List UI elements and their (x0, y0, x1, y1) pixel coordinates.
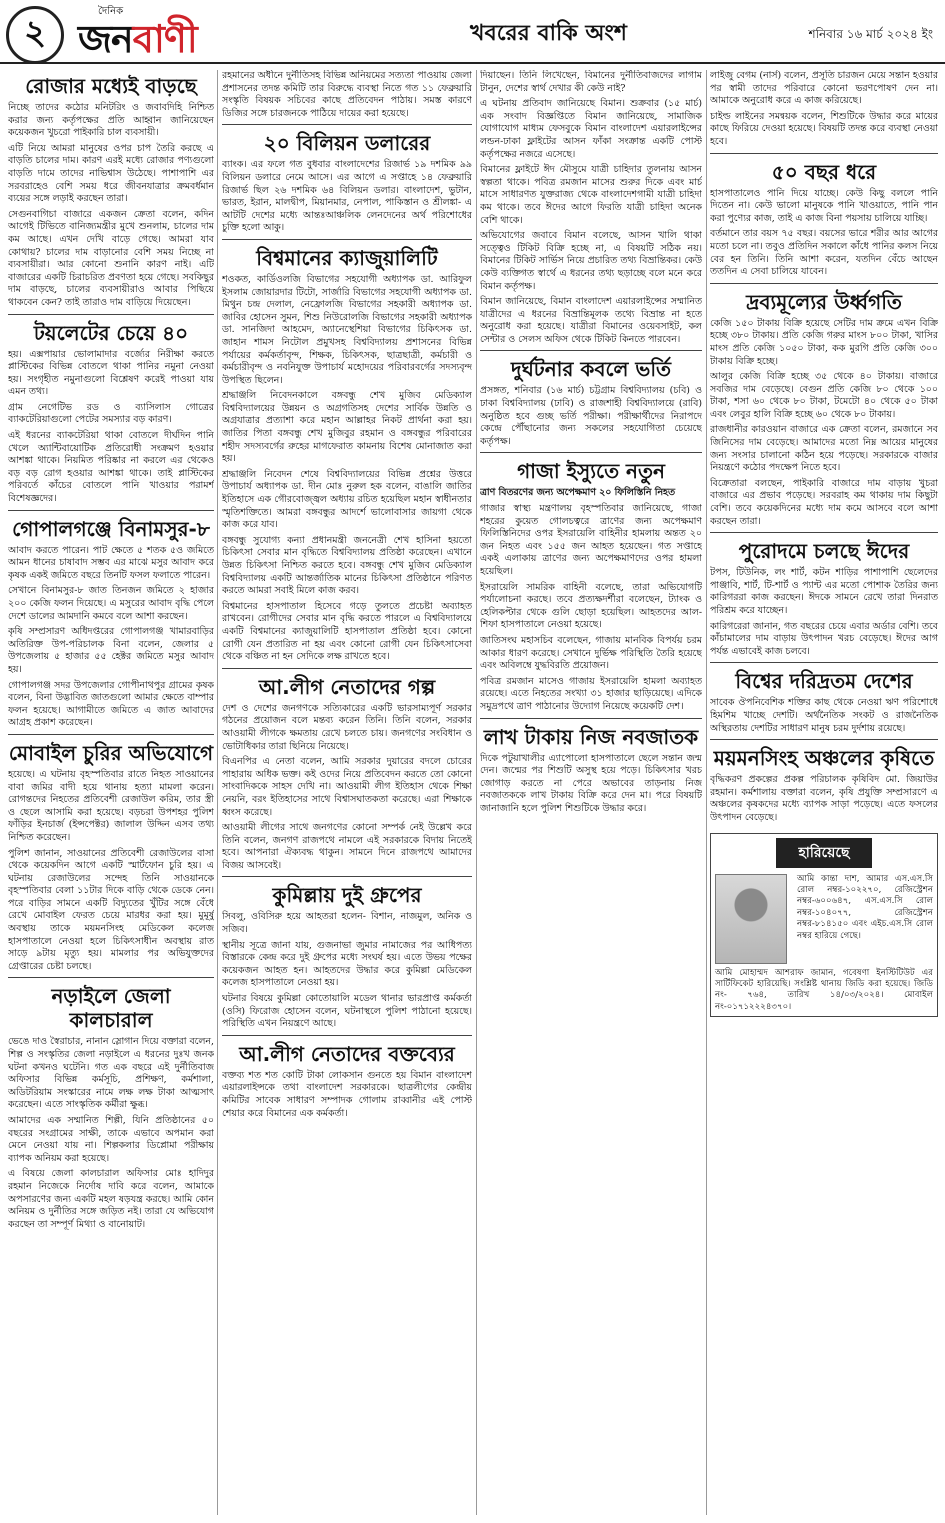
headline: লাখ টাকায় নিজ নবজাতক (480, 718, 702, 749)
article-paragraph: গ্রাম নেগেটিভ রড ও ব্যাসিলাস গোত্রের ব্যাকটেরিয়াগুলো পেটের সমস্যার বড় কারণ। (8, 401, 214, 426)
article-paragraph: আওয়ামী লীগের সাথে জনগণের কোনো সম্পর্ক নেই উল্লেখ করে তিনি বলেন, জনগণ রাজপথে নামলে এই সরকারকে বিদায় নিতেই হবে। আপনারা ঐক্যবদ্ধ থাকুন। সামনে দিনে রাজপথে আমাদের বিজয় আসবেই। (222, 822, 472, 871)
article-paragraph: এ বিষয়ে জেলা কালচারাল অফিসার মোঃ হাদিদুর রহমান নিজেকে নির্দোষ দাবি করে বলেন, আমাকে অপসারণের জন্য একটি মহল ষড়যন্ত্র করছে। আমি কোন অনিয়ম ও দুর্নীতির সঙ্গে জড়িত নই। তারা যে অভিযোগ করছেন তা সম্পূর্ণ মিথ্যা ও বানোয়াট। (8, 1168, 214, 1230)
article-paragraph: ইসরায়েলি সামরিক বাহিনী বলেছে, তারা অভিযোগটি পর্যালোচনা করছে। তবে প্রত্যক্ষদর্শীরা বলেছেন, ট্যাংক ও হেলিকপ্টার থেকে গুলি ছোড়া হয়েছিল। আহতদের আল-শিফা হাসপাতালে নেওয়া হয়েছে। (480, 581, 702, 631)
article-paragraph: জাতিসংঘ মহাসচিব বলেছেন, গাজায় মানবিক বিপর্যয় চরম আকার ধারণ করেছে। সেখানে দুর্ভিক্ষ পরিস্থিতি তৈরি হয়েছে এবং অবিলম্বে যুদ্ধবিরতি প্রয়োজন। (480, 634, 702, 672)
person-photo (715, 874, 787, 964)
article-paragraph: গাজার স্বাস্থ্য মন্ত্রণালয় বৃহস্পতিবার জানিয়েছে, গাজা শহরের কুয়েত গোলচত্বরে ত্রাণের জন্য অপেক্ষমাণ ফিলিস্তিনিদের ওপর ইসরায়েলি বাহিনীর হামলায় অন্তত ২০ জন নিহত এবং ১৫৫ জন আহত হয়েছেন। গত সপ্তাহে একই এলাকায় ত্রাণের জন্য অপেক্ষমাণদের ওপর হামলা হয়েছিল। (480, 503, 702, 577)
logo-wordmark (78, 10, 197, 74)
headline: গোপালগঞ্জে বিনামসুর-৮ (8, 510, 214, 541)
lost-notice-text: আমি মোহাম্মদ আশরাফ জামান, গবেষণা ইনস্টিটিউট এর সার্টিফিকেট হারিয়েছি। সংশ্লিষ্ট থানায় জিডি করা হয়েছে। জিডি নং- ৭৬৪, তারিখ ১৪/০৩/২০২৪। মোবাইল নং-০১৭১২২২৪৩৭০। (715, 967, 933, 1012)
article-paragraph: বিমান জানিয়েছে, বিমান বাংলাদেশ এয়ারলাইন্সের সম্মানিত যাত্রীদের এ ধরনের বিভ্রান্তিমূলক তথ্যে বিভ্রান্ত না হতে অনুরোধ করা হয়েছে। যাত্রীরা বিমানের ওয়েবসাইট, কল সেন্টার ও সেলস অফিস থেকে টিকিট কিনতে পারবেন। (480, 296, 702, 345)
article-paragraph: বিমানের ফ্লাইটে ঈদ মৌসুমে যাত্রী চাহিদার তুলনায় আসন স্বল্পতা থাকে। পবিত্র রমজান মাসের শুরুর দিকে এবং মার্চ মাসে সাধারণত যুক্তরাজ্য থেকে বাংলাদেশগামী যাত্রী চাহিদা কম থাকে। তবে ঈদের আগে ফিরতি যাত্রী চাহিদা অনেক বেশি থাকে। (480, 164, 702, 226)
lost-notice-box (710, 833, 938, 1018)
article-paragraph: দেশ ও দেশের জনগণকে সত্যিকারের একটি ভারসাম্যপূর্ণ সরকার গঠনের প্রয়োজন বলে মন্তব্য করেন তিনি। তিনি বলেন, সরকার আওয়ামী লীগকে ক্ষমতায় রেখে চলতে চায়। জনগণের সংবিধান ও ভোটাধিকার তারা ছিনিয়ে নিয়েছে। (222, 702, 472, 752)
lost-notice-title: হারিয়েছে (776, 838, 872, 868)
article-paragraph: আবাদ করতে পারেন। পাট ক্ষেতে ৫ শতক ৫ও জমিতে আমন ধানের চাষাবাদ সম্ভব এর মাঝে মসুর আবাদ করে কৃষক একই জমিতে বছরে তিনটি ফসল ফলাতে পারেন। (8, 544, 214, 581)
article-paragraph: টপস, টিউনিক, লং শার্ট, কটন শাড়ির পাশাপাশি ছেলেদের পাঞ্জাবি, শার্ট, টি-শার্ট ও প্যান্ট এর মতো পোশাক তৈরির জন্য কারিগররা কাজ করছেন। ঈদকে সামনে রেখে তারা দিনরাত পরিশ্রম করে যাচ্ছেন। (710, 567, 938, 616)
article-paragraph: গোপালগঞ্জ সদর উপজেলার গোপীনাথপুর গ্রামের কৃষক বলেন, বিনা উদ্ভাবিত জাতগুলো আমার ক্ষেতে বাম্পার ফলন হয়েছে। আগামীতে জমিতে এ জাত আবাদের আগ্রহ প্রকাশ করেছেন। (8, 679, 214, 729)
article-paragraph: আলুর কেজি বিক্রি হচ্ছে ৩৫ থেকে ৪০ টাকায়। বাজারে সবজির দাম বেড়েছে। বেগুন প্রতি কেজি ৮০ থেকে ১০০ টাকা, শসা ৬০ থেকে ৮০ টাকা, টমেটো ৪০ থেকে ৫০ টাকা এবং লেবুর হালি বিক্রি হচ্ছে ৬০ থেকে ৮০ টাকায়। (710, 371, 938, 420)
headline: ২০ বিলিয়ন ডলারের (222, 124, 472, 155)
article-paragraph: বিএনপির এ নেতা বলেন, আমি সরকার দুয়ারের বদলে চোরের পাহারায় অধিক ভক্ত। কই ওদের নিয়ে প্রতিবেদন করতে তো কোনো সাংবাদিককে সাহস দেখি না। আওয়ামী লীগ ইতিহাস থেকে শিক্ষা নেয়নি, বরং ইতিহাসের সাথে বিশ্বাসঘাতকতা করেছে। এরা শিক্ষাকে ধ্বংস করেছে। (222, 756, 472, 818)
headline: নড়াইলে জেলা কালচারাল (8, 977, 214, 1032)
article-paragraph: পুলিশ জানান, সাওয়ানের প্রতিবেশী রেজাউলের বাসা থেকে কয়েকদিন আগে একটি স্মার্টফোন চুরি হয়। এ ঘটনায় রেজাউলের সন্দেহ তিনি সাওয়ানকে বৃহস্পতিবার বেলা ১১টার দিকে বাড়ি থেকে ডেকে নেন। পরে বাড়ির সামনে একটি বিদ্যুতের খুঁটির সঙ্গে বেঁধে রেখে মোবাইল ফেরত চেয়ে মারধর করা হয়। মুমূর্ষু অবস্থায় তাকে ময়মনসিংহ মেডিকেল কলেজ হাসপাতালে নেওয়া হলে চিকিৎসাধীন অবস্থায় রাত সাড়ে ৯টায় মৃত্যু হয়। মামলার পর অভিযুক্তদের গ্রেপ্তারের চেষ্টা চলছে। (8, 847, 214, 972)
article-paragraph: রাজধানীর কারওয়ান বাজারে এক ক্রেতা বলেন, রমজানে সব জিনিসের দাম বেড়েছে। আমাদের মতো নিম্ন আয়ের মানুষের জন্য সংসার চালানো কঠিন হয়ে পড়েছে। সরকারকে বাজার নিয়ন্ত্রণে কঠোর পদক্ষেপ নিতে হবে। (710, 424, 938, 474)
article-paragraph: হয়েছে। এ ঘটনায় বৃহস্পতিবার রাতে নিহত সাওয়ানের বাবা জমির বাদী হয়ে থানায় হত্যা মামলা করেন। রোগন্তদের নিহতের প্রতিবেশী রেজাউল করিম, তার স্ত্রী ও ছেলে আসামি করা হয়েছে। বড়চরা উপশহর পুলিশ ফাঁড়ির ইনচার্জ (ইন্সপেক্টর) জালাল উদ্দিন এসব তথ্য নিশ্চিত করেছেন। (8, 768, 214, 843)
article-paragraph: বক্তব্য শত শত কোটি টাকা লোকসান গুনতে হয় বিমান বাংলাদেশ এয়ারলাইন্সকে তথা বাংলাদেশ সরকারকে। ছাত্রলীগের কেন্দ্রীয় কমিটির সাবেক সাধারণ সম্পাদক গোলাম রাব্বানীর এই পোস্ট শেয়ার করে বিমানের এক কর্মকর্তা। (222, 1069, 472, 1119)
article-paragraph: ব্যাংক। এর ফলে গত বুধবার বাংলাদেশের রিজার্ভ ১৯ দশমিক ৯৯ বিলিয়ন ডলারে নেমে আসে। এর আগে এ সপ্তাহে ১৪ ফেব্রুয়ারি রিজার্ভ ছিল ২৬ দশমিক ৬৪ বিলিয়ন ডলার। বাংলাদেশ, ভুটান, ভারত, ইরান, মালদ্বীপ, মিয়ানমার, নেপাল, পাকিস্তান ও শ্রীলঙ্কা- এ আটটি দেশের মধ্যে আন্তঃআঞ্চলিক লেনদেনের অর্থ পরিশোধের চুক্তি হলো আকু। (222, 159, 472, 234)
article-paragraph: সাবেক ঔপনিবেশিক শক্তির কাছ থেকে নেওয়া ঋণ পরিশোধে হিমশিম খাচ্ছে দেশটি। অর্থনৈতিক সংকট ও রাজনৈতিক অস্থিরতায় দেশটির সাধারণ মানুষ চরম দুর্দশায় রয়েছে। (710, 697, 938, 734)
newspaper-logo (78, 4, 288, 61)
headline: দুর্ঘটনার কবলে ভর্তি (480, 350, 702, 381)
column-rule (706, 70, 707, 1515)
article-paragraph: বিশ্বমানের হাসপাতাল হিসেবে গড়ে তুলতে প্রচেষ্টা অব্যাহত রাখবেন। রোগীদের সেবার মান বৃদ্ধি করতে পারলে এ বিশ্ববিদ্যালয়ে একটি বিশ্বমানের ক্যাজুয়ালিটি হাসপাতাল প্রতিষ্ঠা হবে। কোনো রোগী যেন প্রতারিত না হয় এবং কোনো রোগী যেন চিকিৎসাসেবা থেকে বঞ্চিত না হন সেদিকে লক্ষ রাখতে হবে। (222, 600, 472, 663)
article-paragraph: আমাদের এক সম্মানিত শিল্পী, যিনি প্রতিষ্ঠানের ৫০ বছরের সংগ্রামের সাক্ষী, তাকে এভাবে অপমান করা মেনে নেওয়া যায় না। শিল্পকলার ডিপ্লোমা পরীক্ষায় ব্যাপক অনিয়ম করা হয়েছে। (8, 1115, 214, 1164)
article-paragraph: শওকত, কার্ডিওলজি বিভাগের সহযোগী অধ্যাপক ডা. আরিফুল ইসলাম জোয়ারদার টিটো, সার্জারি বিভাগের সহযোগী অধ্যাপক ডা. মিথুন চন্দ্র দেলাল, নেফ্রোলজি বিভাগের সহকারী অধ্যাপক ডা. জাবির হোসেন সুমন, শিশু নিউরোলজি বিভাগের সহকারী অধ্যাপক ডা. সানজিদা আহমেদ, অ্যানেস্থেশিয়া বিভাগের চিকিৎসক ডা. জাহান শামস নিটোল প্রমুখসহ বিশ্ববিদ্যালয় প্রশাসনের বিভিন্ন পর্যায়ের কর্মকর্তাবৃন্দ, শিক্ষক, চিকিৎসক, ছাত্রছাত্রী, কর্মচারী ও কর্মচারীবৃন্দ ও নবনিযুক্ত উপাচার্য মহোদয়ের পরিবারবর্গের সদস্যবৃন্দ উপস্থিত ছিলেন। (222, 273, 472, 386)
article-paragraph: লাইজু বেগম (নার্স) বলেন, প্রসূতি চারজন মেয়ে সন্তান হওয়ার পর স্বামী তাদের পরিবারে কোনো ভরণপোষণ দেন না। আমাকে অনুরোধ করে এ কাজ করিয়েছে। (710, 70, 938, 107)
headline: দ্রব্যমূল্যের উর্ধ্বগতি (710, 283, 938, 314)
article-paragraph: বঙ্গবন্ধু সুযোগ্য কন্যা প্রধানমন্ত্রী জননেত্রী শেখ হাসিনা হয়তো চিকিৎসা সেবার মান বৃদ্ধিতে বিশ্ববিদ্যালয় প্রতিষ্ঠা করেছেন। এখানে উন্নত চিকিৎসা নিশ্চিত করতে হবে। বঙ্গবন্ধু শেখ মুজিব মেডিক্যাল বিশ্ববিদ্যালয় একটি আন্তর্জাতিক মানের চিকিৎসা প্রতিষ্ঠানে পরিণত করতে আমরা সবাই মিলে কাজ করব। (222, 534, 472, 597)
article-paragraph: সেখানে বিনামসুর-৮ জাত তিনজন জমিতে ২ হাজার ২০০ কেজি ফলন দিয়েছে। এ মসুরের আবাদ বৃদ্ধি পেলে দেশে ডালের আমদানি কমবে বলে আশা করছেন। (8, 585, 214, 622)
article-paragraph: এটি নিয়ে আমরা মানুষের ওপর চাপ তৈরি করছে এ বাড়তি চালের দাম। কারণ এরই মধ্যে রোজার পণ্যগুলো বাড়তি দামে তাদের নাভিশ্বাস উঠেছে। পাশাপাশি এর সরবরাহেও বেশি সময় ধরে জীবনযাত্রার ক্রমবর্ধমান ব্যয়ের সঙ্গে লড়াই করছেন তারা। (8, 142, 214, 205)
headline: পুরোদমে চলছে ঈদের (710, 532, 938, 563)
article-subheading: ত্রাণ বিতরণের জন্য অপেক্ষমাণ ২০ ফিলিস্তিনি নিহত (480, 487, 676, 499)
headline: গাজা ইস্যুতে নতুন (480, 452, 702, 483)
article-paragraph: হয়। এক্সপায়ার ভোলামাদার বর্জ্যের নিরীক্ষা করতে প্লাস্টিকের বিভিন্ন বোতলে থাকা পানির নমুনা নেওয়া হয়। সংগৃহীত নমুনাগুলো বিশ্লেষণ করেই পাওয়া যায় এমন তথ্য। (8, 348, 214, 398)
column-2 (222, 70, 472, 1515)
article-paragraph: বর্তমানে তার বয়স ৭৫ বছর। বয়সের ভারে শরীর আর আগের মতো চলে না। তবুও প্রতিদিন সকালে কাঁধে পানির কলস নিয়ে বের হন তিনি। তিনি আশা করেন, যতদিন বেঁচে আছেন ততদিন এ সেবা চালিয়ে যাবেন। (710, 228, 938, 278)
article-paragraph: দিয়াছেন। তিনি লিখেছেন, বিমানের দুর্নীতিবাজদের লাগাম টানুন, দেশের স্বার্থ দেখার কী কেউ নাই? (480, 70, 702, 94)
column-rule (217, 70, 218, 1515)
logo-tagline: দৈনিক (98, 6, 124, 17)
lost-notice-body (711, 874, 937, 968)
article-paragraph: বৃদ্ধিকরণ প্রকল্পের প্রকল্প পরিচালক কৃষিবিদ মো. জিয়াউর রহমান। কর্মশালায় বক্তারা বলেন, কৃষি প্রযুক্তি সম্প্রসারণে এ অঞ্চলের কৃষকদের মধ্যে ব্যাপক সাড়া পড়েছে। এতে ফসলের উৎপাদন বেড়েছে। (710, 774, 938, 823)
article-paragraph: নিচ্ছে তাদের কঠোর মনিটরিং ও জবাবদিহি নিশ্চিত করার জন্য কর্তৃপক্ষের প্রতি আহ্বান জানিয়েছেন কয়েকজন খুচরো পাইকারি চাল ব্যবসায়ী। (8, 102, 214, 139)
masthead (0, 0, 945, 64)
headline: আ.লীগ নেতাদের বক্তব্যের (222, 1035, 472, 1066)
headline: মোবাইল চুরির অভিযোগে (8, 734, 214, 765)
headline: বিশ্বমানের ক্যাজুয়ালিটি (222, 239, 472, 270)
headline: আ.লীগ নেতাদের গল্প (222, 668, 472, 699)
headline: রোজার মধ্যেই বাড়ছে (25, 74, 197, 98)
article-paragraph: এ ঘটনায় প্রতিবাদ জানিয়েছে বিমান। শুক্রবার (১৫ মার্চ) এক সংবাদ বিজ্ঞপ্তিতে বিমান জানিয়েছে, সামাজিক যোগাযোগ মাধ্যম ফেসবুকে বিমান বাংলাদেশ এয়ারলাইন্সের লন্ডন-ঢাকা ফ্লাইটের আসন ফাঁকা সংক্রান্ত একটি পোস্ট কর্তৃপক্ষের নজরে এসেছে। (480, 98, 702, 160)
article-paragraph: কারিগরেরা জানান, গত বছরের চেয়ে এবার অর্ডার বেশি। তবে কাঁচামালের দাম বাড়ায় উৎপাদন খরচ বেড়েছে। ঈদের আগ পর্যন্ত এভাবেই কাজ চলবে। (710, 620, 938, 657)
article-paragraph: শ্রদ্ধাঞ্জলি নিবেদনকালে বঙ্গবন্ধু শেখ মুজিব মেডিক্যাল বিশ্ববিদ্যালয়ের উন্নয়ন ও অগ্রগতিসহ দেশের সার্বিক উন্নতি ও অগ্রযাত্রার প্রত্যাশা করে মহান আল্লাহর নিকট প্রার্থনা করা হয়। জাতির পিতা বঙ্গবন্ধু শেখ মুজিবুর রহমান ও বঙ্গবন্ধুর পরিবারের শহীদ সদস্যবর্গের রুহের মাগফেরাত কামনায় বিশেষ মোনাজাত করা হয়। (222, 390, 472, 465)
article-paragraph: হাসপাতালেও পানি দিয়ে যাচ্ছে। কেউ কিছু বললে পানি দিতেন না। কেউ ভালো মানুষকে পানি খাওয়াতে, পানি পান করা পুণ্যের কাজ, তাই এ কাজ বিনা পয়সায় চালিয়ে যাচ্ছি। (710, 187, 938, 224)
headline: ৫০ বছর ধরে (710, 153, 938, 184)
article-paragraph: বিক্রেতারা বলছেন, পাইকারি বাজারে দাম বাড়ায় খুচরা বাজারে এর প্রভাব পড়েছে। সরবরাহ কম থাকায় দাম কিছুটা বেশি। তবে কয়েকদিনের মধ্যে দাম কমে আসবে বলে আশা করছেন তারা। (710, 477, 938, 527)
article-paragraph: সিবলু, ওবিসিরু হয়ে আহতরা হলেন- বিশান, নাজমুল, অনিক ও সজিব। (222, 911, 472, 936)
column-4 (710, 70, 938, 1515)
article-paragraph: স্থানীয় সূত্রে জানা যায়, গুজনাভা জুমার নামাজের পর আধিপত্য বিস্তারকে কেন্দ্র করে দুই গ্রুপের মধ্যে সংঘর্ষ হয়। এতে উভয় পক্ষের কয়েকজন আহত হন। আহতদের উদ্ধার করে কুমিল্লা মেডিকেল কলেজ হাসপাতালে নেওয়া হয়। (222, 939, 472, 989)
article-paragraph: ঘটনার বিষয়ে কুমিল্লা কোতোয়ালি মডেল থানার ভারপ্রাপ্ত কর্মকর্তা (ওসি) ফিরোজ হোসেন বলেন, ঘটনাস্থলে পুলিশ পাঠানো হয়েছে। পরিস্থিতি এখন নিয়ন্ত্রণে আছে। (222, 993, 472, 1030)
issue-date: শনিবার ১৬ মার্চ ২০২৪ ইং (808, 27, 933, 41)
article-paragraph: দিকে পটুয়াখালীর এ্যাপোলো হাসপাতালে ছেলে সন্তান জন্ম দেন। জন্মের পর শিশুটি অসুস্থ হয়ে পড়ে। চিকিৎসার খরচ জোগাড় করতে না পেরে অভাবের তাড়নায় নিজ নবজাতককে লাখ টাকায় বিক্রি করে দেন মা। পরে বিষয়টি জানাজানি হলে পুলিশ শিশুটিকে উদ্ধার করে। (480, 752, 702, 814)
column-rule (476, 70, 477, 1515)
lost-notice-text: আমি কান্তা দাশ, আমার এস.এস.সি রোল নম্বর-১০২২৭০, রেজিস্ট্রেশন নম্বর-৬০০৬৪৭, এস.এস.সি রোল নম্বর-১০৪০৭৭, রেজিস্ট্রেশন নম্বর-৮১৪১৫০ এবং এইচ.এস.সি রোল নম্বর হারিয়ে গেছে। (797, 873, 933, 941)
article-paragraph: চাইল্ড লাইনের সমন্বয়ক বলেন, শিশুটিকে উদ্ধার করে মায়ের কাছে ফিরিয়ে দেওয়া হয়েছে। বিষয়টি তদন্ত করে ব্যবস্থা নেওয়া হবে। (710, 110, 938, 147)
article-paragraph: এই ধরনের ব্যাকটেরিয়া থাকা বোতলে দীর্ঘদিন পানি খেলে অ্যান্টিবায়োটিক প্রতিরোধী সংক্রমণ হওয়ার আশঙ্কা থাকে। নিয়মিত পরিষ্কার না করলে এর থেকেও বড় বড় রোগ হওয়ার আশঙ্কা থাকে। তাই প্লাস্টিকের পরিবর্তে কাঁচের বোতলে পানি খাওয়ার পরামর্শ বিশেষজ্ঞদের। (8, 430, 214, 505)
article-paragraph: প্রসঙ্গত, শনিবার (১৬ মার্চ) চট্টগ্রাম বিশ্ববিদ্যালয় (চবি) ও ঢাকা বিশ্ববিদ্যালয় (ঢাবি) ও রাজশাহী বিশ্ববিদ্যালয়ে (রাবি) অনুষ্ঠিত হবে গুচ্ছ ভর্তি পরীক্ষা। পরীক্ষার্থীদের নিরাপদে কেন্দ্রে পৌঁছানোর জন্য সকলের সহযোগিতা চেয়েছে কর্তৃপক্ষ। (480, 385, 702, 447)
logo-part-2: বাণী (132, 17, 197, 61)
article-paragraph: পবিত্র রমজান মাসেও গাজায় ইসরায়েলি হামলা অব্যাহত রয়েছে। এতে নিহতের সংখ্যা ৩১ হাজার ছাড়িয়েছে। এদিকে সমুদ্রপথে ত্রাণ পাঠানোর উদ্যোগ নিয়েছে কয়েকটি দেশ। (480, 675, 702, 712)
headline: কুমিল্লায় দুই গ্রুপের (222, 876, 472, 907)
headline: বিশ্বের দরিদ্রতম দেশের (710, 662, 938, 693)
logo-part-1: জন (78, 17, 133, 61)
headline: টয়লেটের চেয়ে ৪০ (8, 314, 214, 345)
article-paragraph: কেজি ১৫০ টাকায় বিক্রি হয়েছে সেটির দাম ক্রমে এখন বিক্রি হচ্ছে ৩৮০ টাকায়। প্রতি কেজি গরুর মাংস ৮০০ টাকা, খাসির মাংস প্রতি কেজি ১০৫০ টাকা, কক মুরগি প্রতি কেজি ৩০০ টাকায় বিক্রি হচ্ছে। (710, 317, 938, 367)
article-paragraph: ভেঙে দাও স্বৈরাচার, নানান স্লোগান দিয়ে বক্তারা বলেন, শিল্প ও সংস্কৃতির জেলা নড়াইলে এ ধরনের দুঃখ জনক ঘটনা কখনও ঘটেনি। গত এক বছরে এই দুর্নীতিবাজ অফিসার বিভিন্ন কর্মসূচি, প্রশিক্ষণ, কর্মশালা, অডিটরিয়াম সংস্কারের নামে লক্ষ লক্ষ টাকা আত্মসাৎ করেছেন। এতে সাংস্কৃতিক কর্মীরা ক্ষুব্ধ। (8, 1036, 214, 1111)
column-3 (480, 70, 702, 1515)
article-paragraph: সেগুনবাগিচা বাজারে একজন ক্রেতা বলেন, কদিন আগেই টিভিতে বানিজ্যমন্ত্রীর মুখে শুনলাম, চালের দাম কম আছে। এখন দেখি বাড়ে গেছে। আমরা যাব কোথায়? চালের দাম বাড়ানোর বেশি সময় নিচ্ছে না ব্যবসায়ীরা। আর কোনো শুনানি কারণ নাই। এটি বাজারের একটি চিরাচরিত প্রবণতা হয়ে গেছে। সবকিছুর দাম বাড়ছে, চালের ব্যবসায়ীরাও আবার পিছিয়ে থাকবেন কেন? তাই তারাও দাম বাড়িয়ে দিয়েছেন। (8, 208, 214, 308)
column-1 (8, 70, 214, 1515)
article-paragraph: রহমানের অধীনে দুর্নীতিসহ বিভিন্ন অনিয়মের সত্যতা পাওয়ায় জেলা প্রশাসনের তদন্ত কমিটি তার বিরুদ্ধে ব্যবস্থা নিতে গত ১১ ফেব্রুয়ারি সংস্কৃতি বিষয়ক সচিবের কাছে প্রতিবেদন পাঠায়। সমস্ত কারণে ডিজির সঙ্গে চারজনকে পাঠিয়ে দায়ের করা হয়েছে। (222, 70, 472, 119)
article-paragraph: শ্রদ্ধাঞ্জলি নিবেদন শেষে বিশ্ববিদ্যালয়ের বিভিন্ন প্রশ্নের উত্তরে উপাচার্য অধ্যাপক ডা. দীন মোঃ নুরুল হক বলেন, বাঙালি জাতির ইতিহাসে এক গৌরবোজ্জ্বল অধ্যায় রচিত হয়েছিল মহান স্বাধীনতার স্মৃতিশক্তিতে। আমরা বঙ্গবন্ধুর আদর্শে ভালোবাসার জায়গা থেকে কাজ করে যাব। (222, 468, 472, 531)
page-number: ২ (6, 6, 64, 64)
headline: ময়মনসিংহ অঞ্চলের কৃষিতে (710, 739, 938, 770)
article-paragraph: কৃষি সম্প্রসারণ অধিদপ্তরের গোপালগঞ্জ খামারবাড়ির অতিরিক্ত উপ-পরিচালক বিনা বলেন, জেলার ৫ উপজেলায় ৫ হাজার ৫৫ হেক্টর জমিতে মসুর আবাদ হয়। (8, 626, 214, 675)
section-title: খবরের বাকি অংশ (470, 21, 627, 46)
article-paragraph: অভিযোগের জবাবে বিমান বলেছে, আসন খালি থাকা সত্ত্বেও টিকিট বিক্রি হচ্ছে না, এ বিষয়টি সঠিক নয়। বিমানের টিকিট সার্ভিস নিয়ে প্রচারিত তথ্য বিভ্রান্তিকর। কেউ কেউ ব্যক্তিগত স্বার্থে এ ধরনের তথ্য ছড়াচ্ছে বলে মনে করে বিমান কর্তৃপক্ষ। (480, 230, 702, 292)
